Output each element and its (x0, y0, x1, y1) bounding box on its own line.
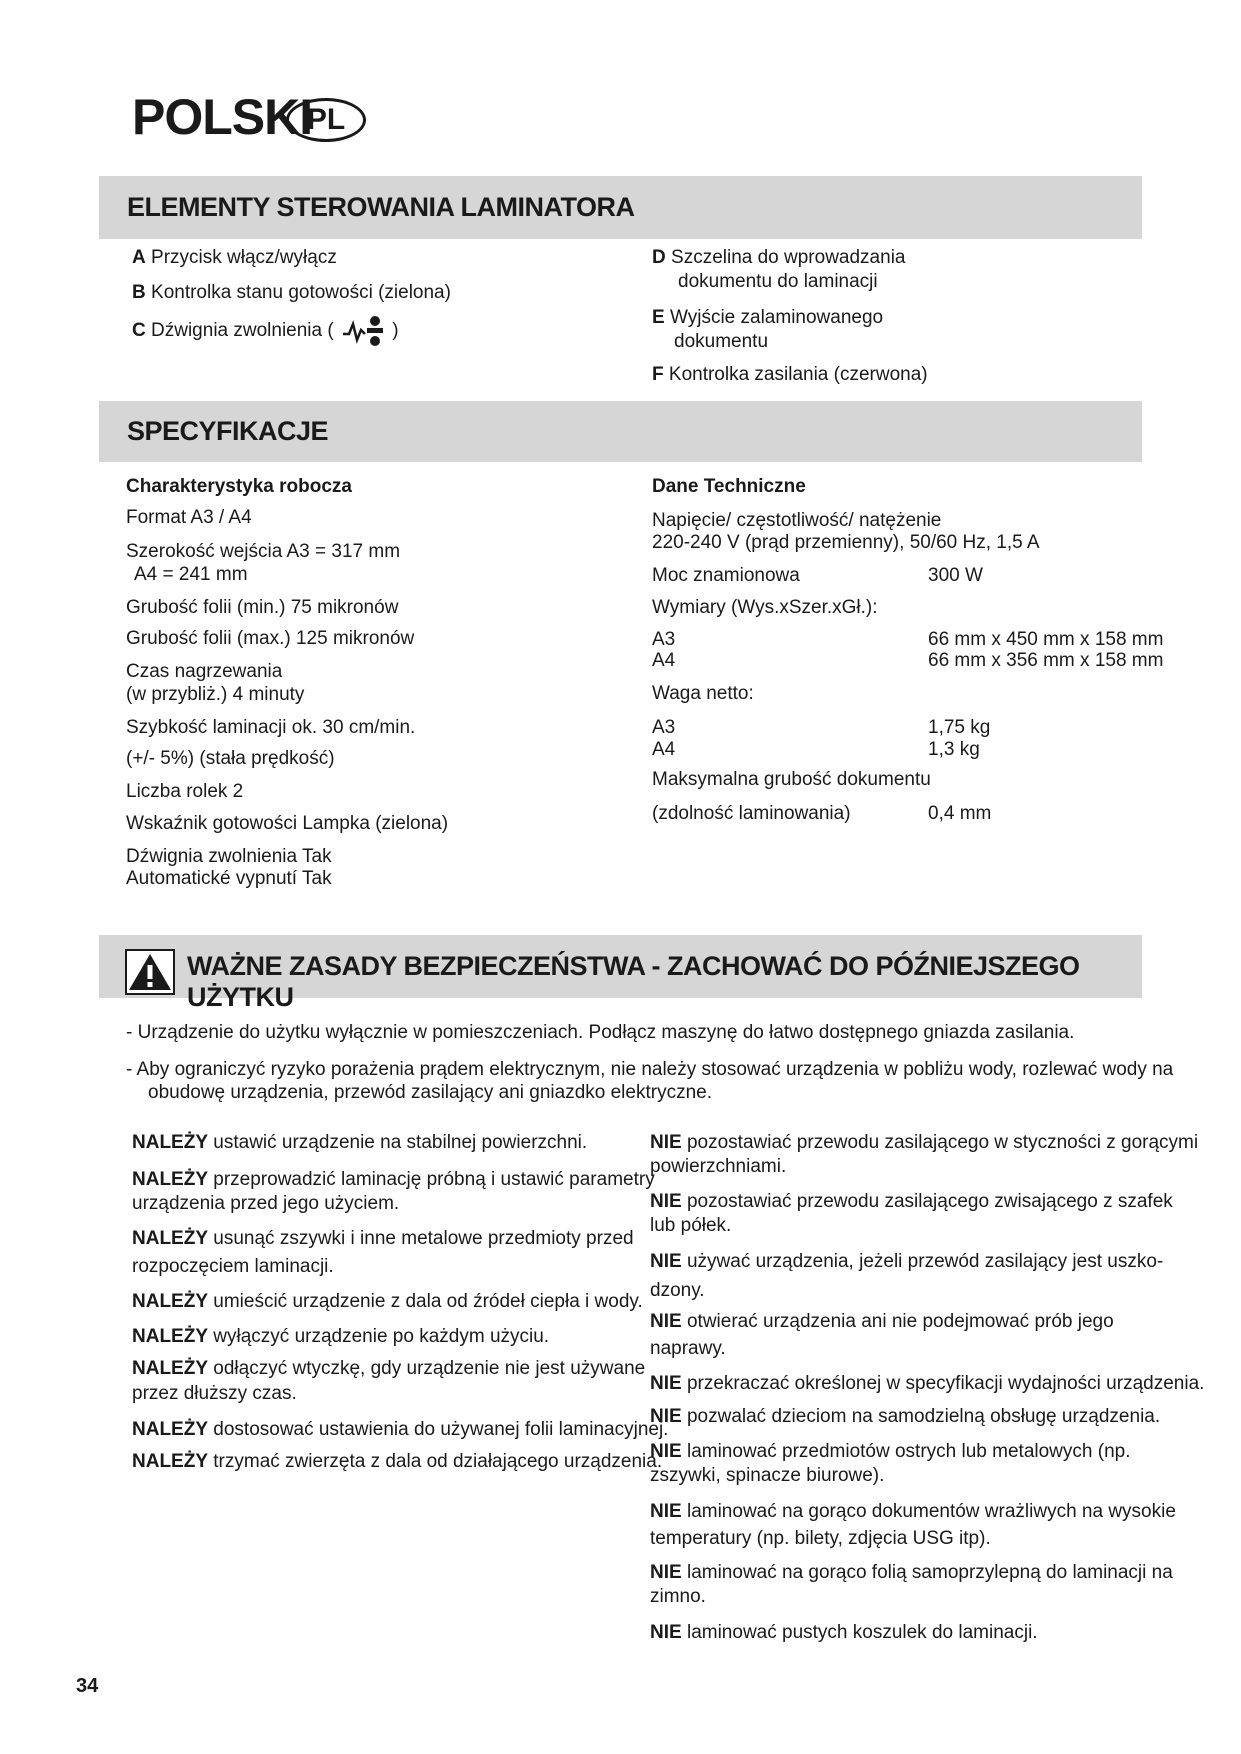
spec-line: Format A3 / A4 (126, 507, 252, 528)
do-item-cont: rozpoczęciem laminacji. (132, 1256, 334, 1277)
spec-line: Dźwignia zwolnienia Tak (126, 846, 332, 867)
max-thickness-label: Maksymalna grubość dokumentu (652, 769, 931, 790)
dont-text: używać urządzenia, jeżeli przewód zasilający jest uszko- (686, 1251, 1164, 1272)
safety-header-band (99, 935, 1142, 1012)
spec-line: Czas nagrzewania (126, 661, 283, 682)
do-item (132, 1168, 655, 1191)
do-item (132, 1325, 549, 1348)
dont-item-cont: lub półek. (650, 1215, 732, 1236)
dont-label: NIE (650, 1132, 682, 1153)
do-text: dostosować ustawienia do używanej folii laminacyjnej. (213, 1419, 669, 1440)
control-letter: F (652, 364, 664, 385)
dont-label: NIE (650, 1191, 682, 1212)
dont-item-cont: zimno. (650, 1586, 706, 1607)
dont-item (650, 1310, 1114, 1333)
dont-text: pozostawiać przewodu zasilającego zwisającego z szafek (686, 1191, 1173, 1212)
do-item (132, 1131, 587, 1154)
dont-label: NIE (650, 1406, 682, 1427)
capacity-value: 0,4 mm (928, 803, 992, 824)
spec-line: Wskaźnik gotowości Lampka (zielona) (126, 813, 449, 834)
spec-line: Liczba rolek 2 (126, 781, 244, 802)
weight-label: Waga netto: (652, 683, 754, 704)
specs-header-band (99, 401, 1142, 462)
control-item-a (132, 246, 337, 269)
dont-label: NIE (650, 1251, 682, 1272)
weight-a4-value: 1,3 kg (928, 739, 980, 760)
do-text: przeprowadzić laminację próbną i ustawić parametry (213, 1169, 655, 1190)
do-item-cont: urządzenia przed jego użyciem. (132, 1193, 400, 1214)
spec-line: Szybkość laminacji ok. 30 cm/min. (126, 717, 416, 738)
language-badge: PL (286, 98, 366, 142)
dont-item (650, 1131, 1198, 1154)
dont-text: laminować na gorąco folią samoprzylepną do laminacji na (686, 1562, 1173, 1583)
release-lever-icon (341, 314, 385, 348)
specs-heading: SPECYFIKACJE (127, 416, 329, 446)
dont-text: pozostawiać przewodu zasilającego w styczności z gorącymi (686, 1132, 1199, 1153)
do-item (132, 1357, 645, 1380)
controls-header-band (99, 176, 1142, 239)
dont-item (650, 1372, 1204, 1395)
do-text: ustawić urządzenie na stabilnej powierzchni. (213, 1132, 588, 1153)
do-label: NALEŻY (132, 1228, 208, 1249)
control-text: Wyjście zalaminowanego (669, 307, 884, 328)
safety-intro-line: - Aby ograniczyć ryzyko porażenia prądem elektrycznym, nie należy stosować urządzenia w pobliżu wody, rozlewać wody na (126, 1059, 1174, 1080)
spec-line: A4 = 241 mm (134, 564, 248, 585)
control-item-e-cont: dokumentu (674, 331, 769, 352)
dont-item-cont: zszywki, spinacze biurowe). (650, 1465, 885, 1486)
safety-intro-line: - Urządzenie do użytku wyłącznie w pomieszczeniach. Podłącz maszynę do łatwo dostępnego gniazda zasilania. (126, 1022, 1075, 1043)
page-number: 34 (76, 1675, 99, 1697)
do-label: NALEŻY (132, 1291, 208, 1312)
voltage-value: 220-240 V (prąd przemienny), 50/60 Hz, 1,5 A (652, 532, 1040, 553)
dimensions-label: Wymiary (Wys.xSzer.xGł.): (652, 597, 878, 618)
control-text: Przycisk włącz/wyłącz (151, 247, 337, 268)
do-item (132, 1227, 634, 1250)
control-item-d-cont: dokumentu do laminacji (678, 271, 878, 292)
safety-heading: WAŻNE ZASADY BEZPIECZEŃSTWA - ZACHOWAĆ DO PÓŹNIEJSZEGO UŻYTKU (187, 951, 1080, 1012)
control-text: Szczelina do wprowadzania (671, 247, 906, 268)
warning-icon (125, 949, 175, 995)
do-item (132, 1450, 662, 1473)
dont-label: NIE (650, 1622, 682, 1643)
do-text: umieścić urządzenie z dala od źródeł ciepła i wody. (213, 1291, 643, 1312)
weight-a3-value: 1,75 kg (928, 717, 991, 738)
do-text: trzymać zwierzęta z dala od działającego urządzenia. (213, 1451, 663, 1472)
dont-text: przekraczać określonej w specyfikacji wydajności urządzenia. (686, 1373, 1205, 1394)
safety-intro-line: obudowę urządzenia, przewód zasilający ani gniazdko elektryczne. (148, 1082, 712, 1103)
dont-text: laminować na gorąco dokumentów wrażliwych na wysokie (686, 1501, 1176, 1522)
do-text: wyłączyć urządzenie po każdym użyciu. (213, 1326, 550, 1347)
dont-label: NIE (650, 1562, 682, 1583)
operating-characteristics-title: Charakterystyka robocza (126, 476, 352, 497)
do-label: NALEŻY (132, 1358, 208, 1379)
control-letter: D (652, 247, 666, 268)
dim-a3-value: 66 mm x 450 mm x 158 mm (928, 629, 1164, 650)
dont-item (650, 1405, 1160, 1428)
capacity-label: (zdolność laminowania) (652, 803, 851, 824)
dont-label: NIE (650, 1501, 682, 1522)
dont-item-cont: temperatury (np. bilety, zdjęcia USG itp). (650, 1528, 991, 1549)
control-text: Kontrolka stanu gotowości (zielona) (151, 282, 451, 303)
dont-item (650, 1621, 1038, 1644)
dim-a3-label: A3 (652, 629, 676, 650)
voltage-label: Napięcie/ częstotliwość/ natężenie (652, 510, 942, 531)
control-text: Kontrolka zasilania (czerwona) (668, 364, 928, 385)
weight-a4-label: A4 (652, 739, 676, 760)
do-label: NALEŻY (132, 1132, 208, 1153)
control-item-d (652, 246, 905, 269)
dim-a4-label: A4 (652, 650, 676, 671)
spec-line: Grubość folii (max.) 125 mikronów (126, 628, 415, 649)
spec-line: (w przybliż.) 4 minuty (126, 684, 305, 705)
dont-text: pozwalać dzieciom na samodzielną obsługę urządzenia. (686, 1406, 1161, 1427)
dont-text: otwierać urządzenia ani nie podejmować prób jego (686, 1311, 1114, 1332)
control-text-end: ) (392, 320, 399, 342)
dont-item-cont: naprawy. (650, 1338, 726, 1359)
power-value: 300 W (928, 565, 983, 586)
dont-text: laminować pustych koszulek do laminacji. (686, 1622, 1038, 1643)
dont-text: laminować przedmiotów ostrych lub metalowych (np. (686, 1441, 1131, 1462)
spec-line: (+/- 5%) (stała prędkość) (126, 748, 335, 769)
power-label: Moc znamionowa (652, 565, 800, 586)
dont-label: NIE (650, 1441, 682, 1462)
do-label: NALEŻY (132, 1169, 208, 1190)
do-item-cont: przez dłuższy czas. (132, 1383, 297, 1404)
dont-item (650, 1250, 1163, 1273)
dont-label: NIE (650, 1373, 682, 1394)
control-item-c (132, 314, 399, 348)
control-item-f (652, 363, 928, 386)
control-text: Dźwignia zwolnienia ( (151, 320, 334, 342)
control-letter: E (652, 307, 665, 328)
spec-line: Grubość folii (min.) 75 mikronów (126, 597, 399, 618)
dont-item (650, 1500, 1176, 1523)
do-label: NALEŻY (132, 1451, 208, 1472)
control-letter: A (132, 247, 146, 268)
dont-item (650, 1440, 1130, 1463)
technical-data-title: Dane Techniczne (652, 476, 806, 497)
control-item-e (652, 306, 883, 329)
dim-a4-value: 66 mm x 356 mm x 158 mm (928, 650, 1164, 671)
page-title: POLSKI (132, 89, 313, 145)
dont-label: NIE (650, 1311, 682, 1332)
control-letter: C (132, 320, 146, 342)
do-text: odłączyć wtyczkę, gdy urządzenie nie jest używane (213, 1358, 646, 1379)
dont-item-cont: powierzchniami. (650, 1156, 787, 1177)
dont-item-cont: dzony. (650, 1280, 705, 1301)
do-label: NALEŻY (132, 1326, 208, 1347)
dont-item (650, 1561, 1173, 1584)
control-letter: B (132, 282, 146, 303)
spec-line: Szerokość wejścia A3 = 317 mm (126, 541, 401, 562)
do-label: NALEŻY (132, 1419, 208, 1440)
spec-line: Automatické vypnutí Tak (126, 868, 332, 889)
do-text: usunąć zszywki i inne metalowe przedmioty przed (213, 1228, 634, 1249)
dont-item (650, 1190, 1173, 1213)
weight-a3-label: A3 (652, 717, 676, 738)
controls-heading: ELEMENTY STEROWANIA LAMINATORA (127, 192, 635, 222)
do-item (132, 1290, 643, 1313)
control-item-b (132, 281, 451, 304)
do-item (132, 1418, 668, 1441)
